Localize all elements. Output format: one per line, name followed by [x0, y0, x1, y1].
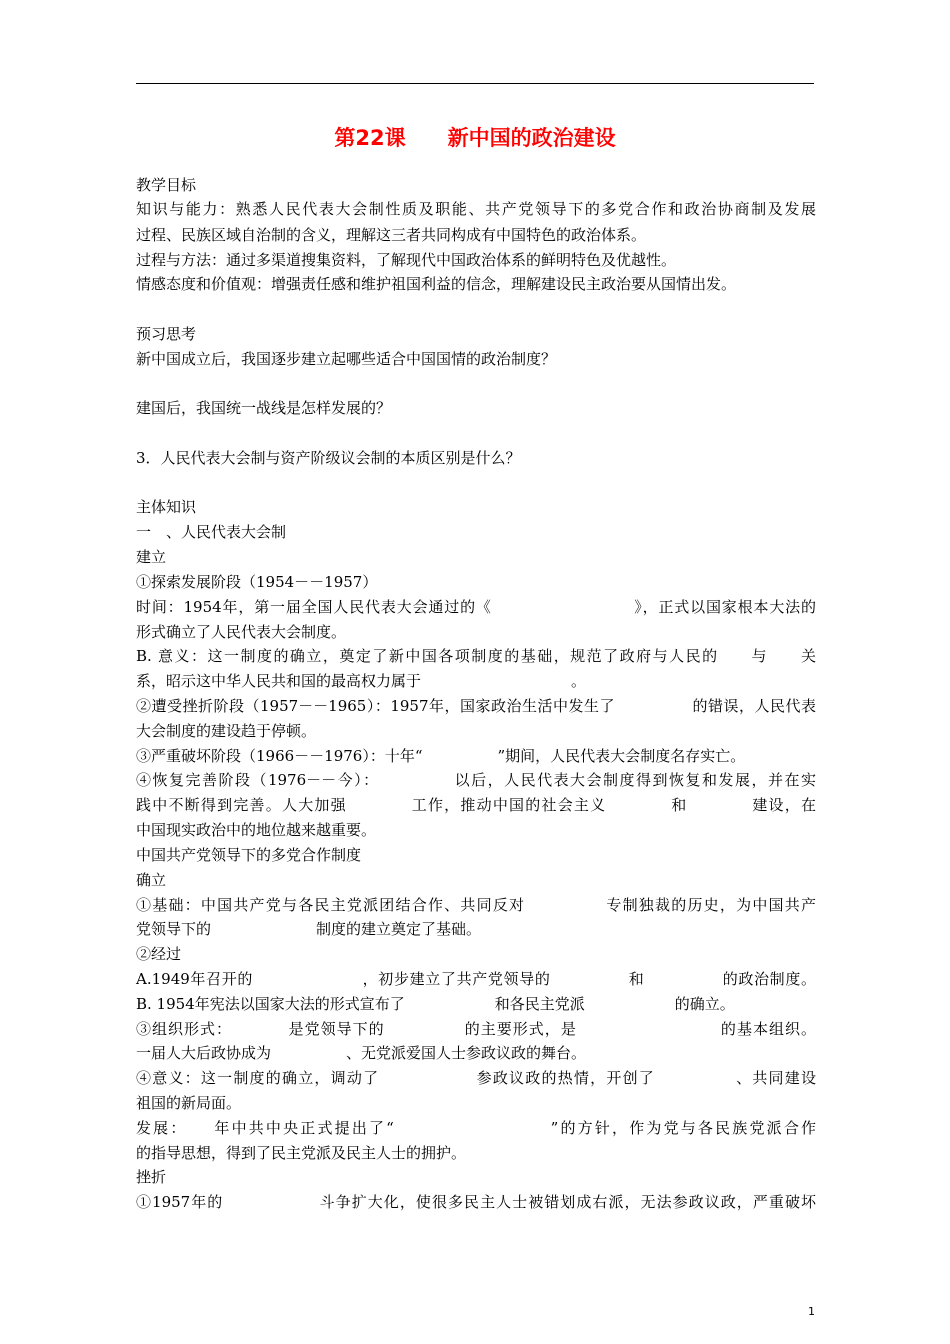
- text-line: ①探索发展阶段（1954－－1957）: [136, 573, 378, 591]
- text-line: 教学目标: [136, 176, 197, 194]
- text-line: 建立: [136, 548, 167, 566]
- text-line: ④意义：这一制度的确立，调动了 参政议政的热情，开创了 、共同建设: [136, 1069, 816, 1087]
- text-line: 过程与方法：通过多渠道搜集资料，了解现代中国政治体系的鲜明特色及优越性。: [136, 251, 677, 269]
- text-line: A.1949年召开的 ，初步建立了共产党领导的 和 的政治制度。: [136, 970, 816, 988]
- text-line: ①基础：中国共产党与各民主党派团结合作、共同反对 专制独裁的历史，为中国共产: [136, 896, 816, 914]
- text-line: 系，昭示这中华人民共和国的最高权力属于 。: [136, 672, 587, 690]
- text-line: 的指导思想，得到了民主党派及民主人士的拥护。: [136, 1144, 467, 1162]
- text-line: 知识与能力：熟悉人民代表大会制性质及职能、共产党领导下的多党合作和政治协商制及发展: [136, 200, 816, 218]
- text-line: 3．人民代表大会制与资产阶级议会制的本质区别是什么？: [136, 449, 521, 467]
- text-line: ③严重破坏阶段（1966－－1976）：十年“ ”期间，人民代表大会制度名存实亡。: [136, 747, 746, 765]
- text-line: 确立: [136, 871, 167, 889]
- text-line: 发展： 年中共中央正式提出了“ ”的方针，作为党与各民族党派合作: [136, 1119, 816, 1137]
- text-line: B. 1954年宪法以国家大法的形式宣布了 和各民主党派 的确立。: [136, 995, 735, 1013]
- text-line: ②经过: [136, 945, 182, 963]
- text-line: 挫折: [136, 1168, 167, 1186]
- text-line: 主体知识: [136, 498, 197, 516]
- text-line: 一届人大后政协成为 、无党派爱国人士参政议政的舞台。: [136, 1044, 587, 1062]
- text-line: 预习思考: [136, 325, 197, 343]
- text-line: 时间：1954年，第一届全国人民代表大会通过的《 》，正式以国家根本大法的: [136, 598, 816, 616]
- text-line: 党领导下的 制度的建立奠定了基础。: [136, 920, 482, 938]
- text-line: 新中国成立后，我国逐步建立起哪些适合中国国情的政治制度？: [136, 350, 557, 368]
- text-line: 中国共产党领导下的多党合作制度: [136, 846, 362, 864]
- text-line: ④恢复完善阶段（1976－－今）： 以后，人民代表大会制度得到恢复和发展，并在实: [136, 771, 816, 789]
- page-title: 第22课 新中国的政治建设: [334, 126, 616, 150]
- page-number: 1: [808, 1305, 815, 1318]
- text-line: 情感态度和价值观：增强责任感和维护祖国利益的信念，理解建设民主政治要从国情出发。: [136, 275, 737, 293]
- text-line: 祖国的新局面。: [136, 1094, 242, 1112]
- text-line: 建国后，我国统一战线是怎样发展的？: [136, 399, 392, 417]
- text-line: 形式确立了人民代表大会制度。: [136, 623, 347, 641]
- text-line: 中国现实政治中的地位越来越重要。: [136, 821, 377, 839]
- text-line: ②遭受挫折阶段（1957－－1965）：1957年，国家政治生活中发生了 的错误，人民代表: [136, 697, 816, 715]
- header-rule: [136, 83, 814, 84]
- text-line: 过程、民族区域自治制的含义，理解这三者共同构成有中国特色的政治体系。: [136, 226, 647, 244]
- text-line: B. 意义：这一制度的确立，奠定了新中国各项制度的基础，规范了政府与人民的 与 关: [136, 647, 816, 665]
- text-line: ①1957年的 斗争扩大化，使很多民主人士被错划成右派，无法参政议政，严重破坏: [136, 1193, 816, 1211]
- text-line: 践中不断得到完善。人大加强 工作，推动中国的社会主义 和 建设，在: [136, 796, 816, 814]
- text-line: 一 、人民代表大会制: [136, 523, 287, 541]
- text-line: 大会制度的建设趋于停顿。: [136, 722, 317, 740]
- text-line: ③组织形式： 是党领导下的 的主要形式，是 的基本组织。: [136, 1020, 816, 1038]
